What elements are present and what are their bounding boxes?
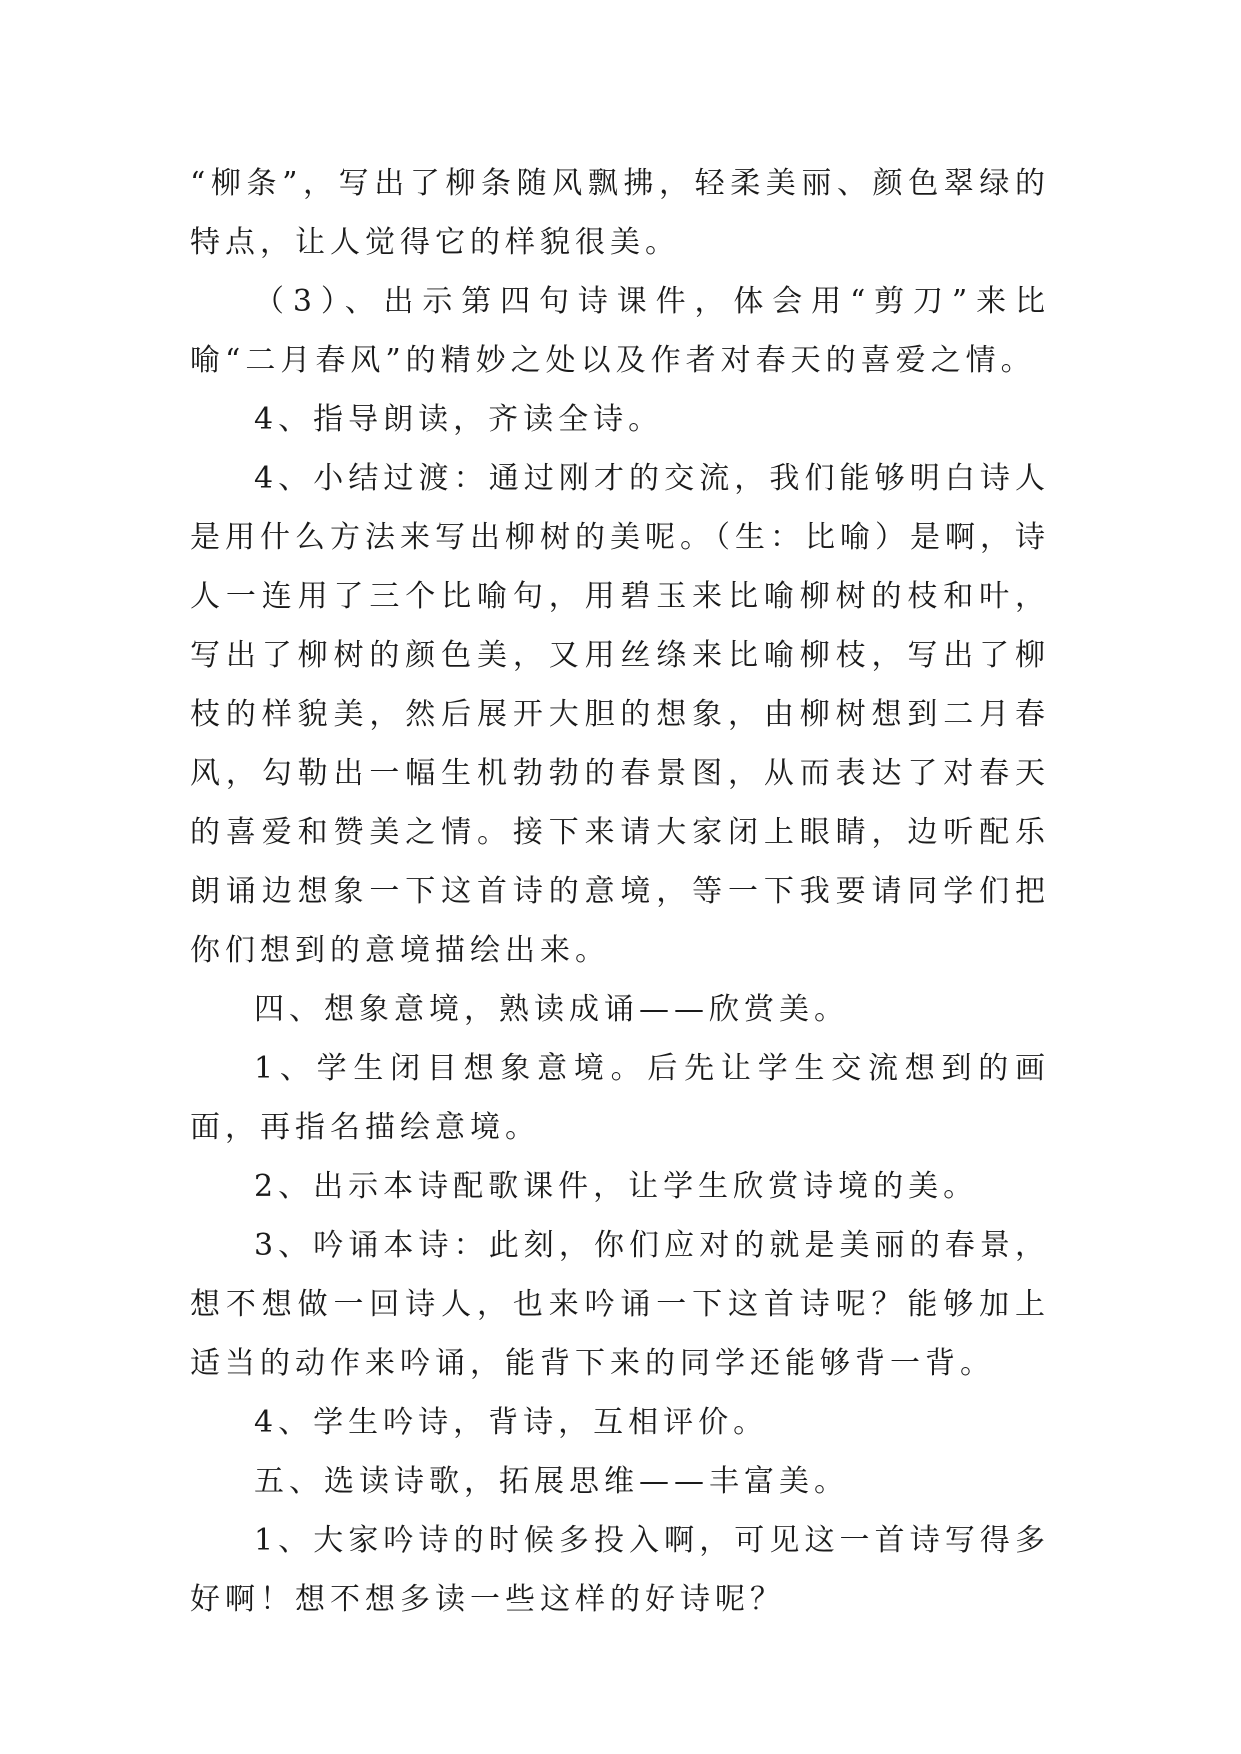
paragraph-extend: 1、大家吟诗的时候多投入啊，可见这一首诗写得多好啊！想不想多读一些这样的好诗呢？: [190, 1523, 1050, 1617]
section-heading-5: 五、选读诗歌，拓展思维——丰富美。: [254, 1464, 849, 1499]
paragraph-courseware: 2、出示本诗配歌课件，让学生欣赏诗境的美。: [254, 1169, 979, 1204]
paragraph-summary-transition: 4、小结过渡：通过刚才的交流，我们能够明白诗人是用什么方法来写出柳树的美呢。（生：比喻）是啊，诗人一连用了三个比喻句，用碧玉来比喻柳树的枝和叶，写出了柳树的颜色美，又用丝绦来比喻柳枝，写出了柳枝的样貌美，然后展开大胆的想象，由柳树想到二月春风，勾勒出一幅生机勃勃的春景图，从而表达了对春天的喜爱和赞美之情。接下来请大家闭上眼睛，边听配乐朗诵边想象一下这首诗的意境，等一下我要请同学们把你们想到的意境描绘出来。: [190, 461, 1050, 968]
paragraph-recite: 3、吟诵本诗：此刻，你们应对的就是美丽的春景，想不想做一回诗人，也来吟诵一下这首诗呢？能够加上适当的动作来吟诵，能背下来的同学还能够背一背。: [190, 1228, 1050, 1381]
paragraph-evaluate: 4、学生吟诗，背诗，互相评价。: [254, 1405, 769, 1440]
paragraph-imagine: 1、学生闭目想象意境。后先让学生交流想到的画面，再指名描绘意境。: [190, 1051, 1050, 1145]
paragraph-step-3: （3）、出示第四句诗课件，体会用“剪刀”来比喻“二月春风”的精妙之处以及作者对春天的喜爱之情。: [190, 284, 1050, 378]
paragraph-continuation: “柳条”，写出了柳条随风飘拂，轻柔美丽、颜色翠绿的特点，让人觉得它的样貌很美。: [190, 166, 1050, 260]
body-text: [190, 154, 1050, 1629]
paragraph-guided-reading: 4、指导朗读，齐读全诗。: [254, 402, 664, 437]
section-heading-4: 四、想象意境，熟读成诵——欣赏美。: [254, 992, 849, 1027]
